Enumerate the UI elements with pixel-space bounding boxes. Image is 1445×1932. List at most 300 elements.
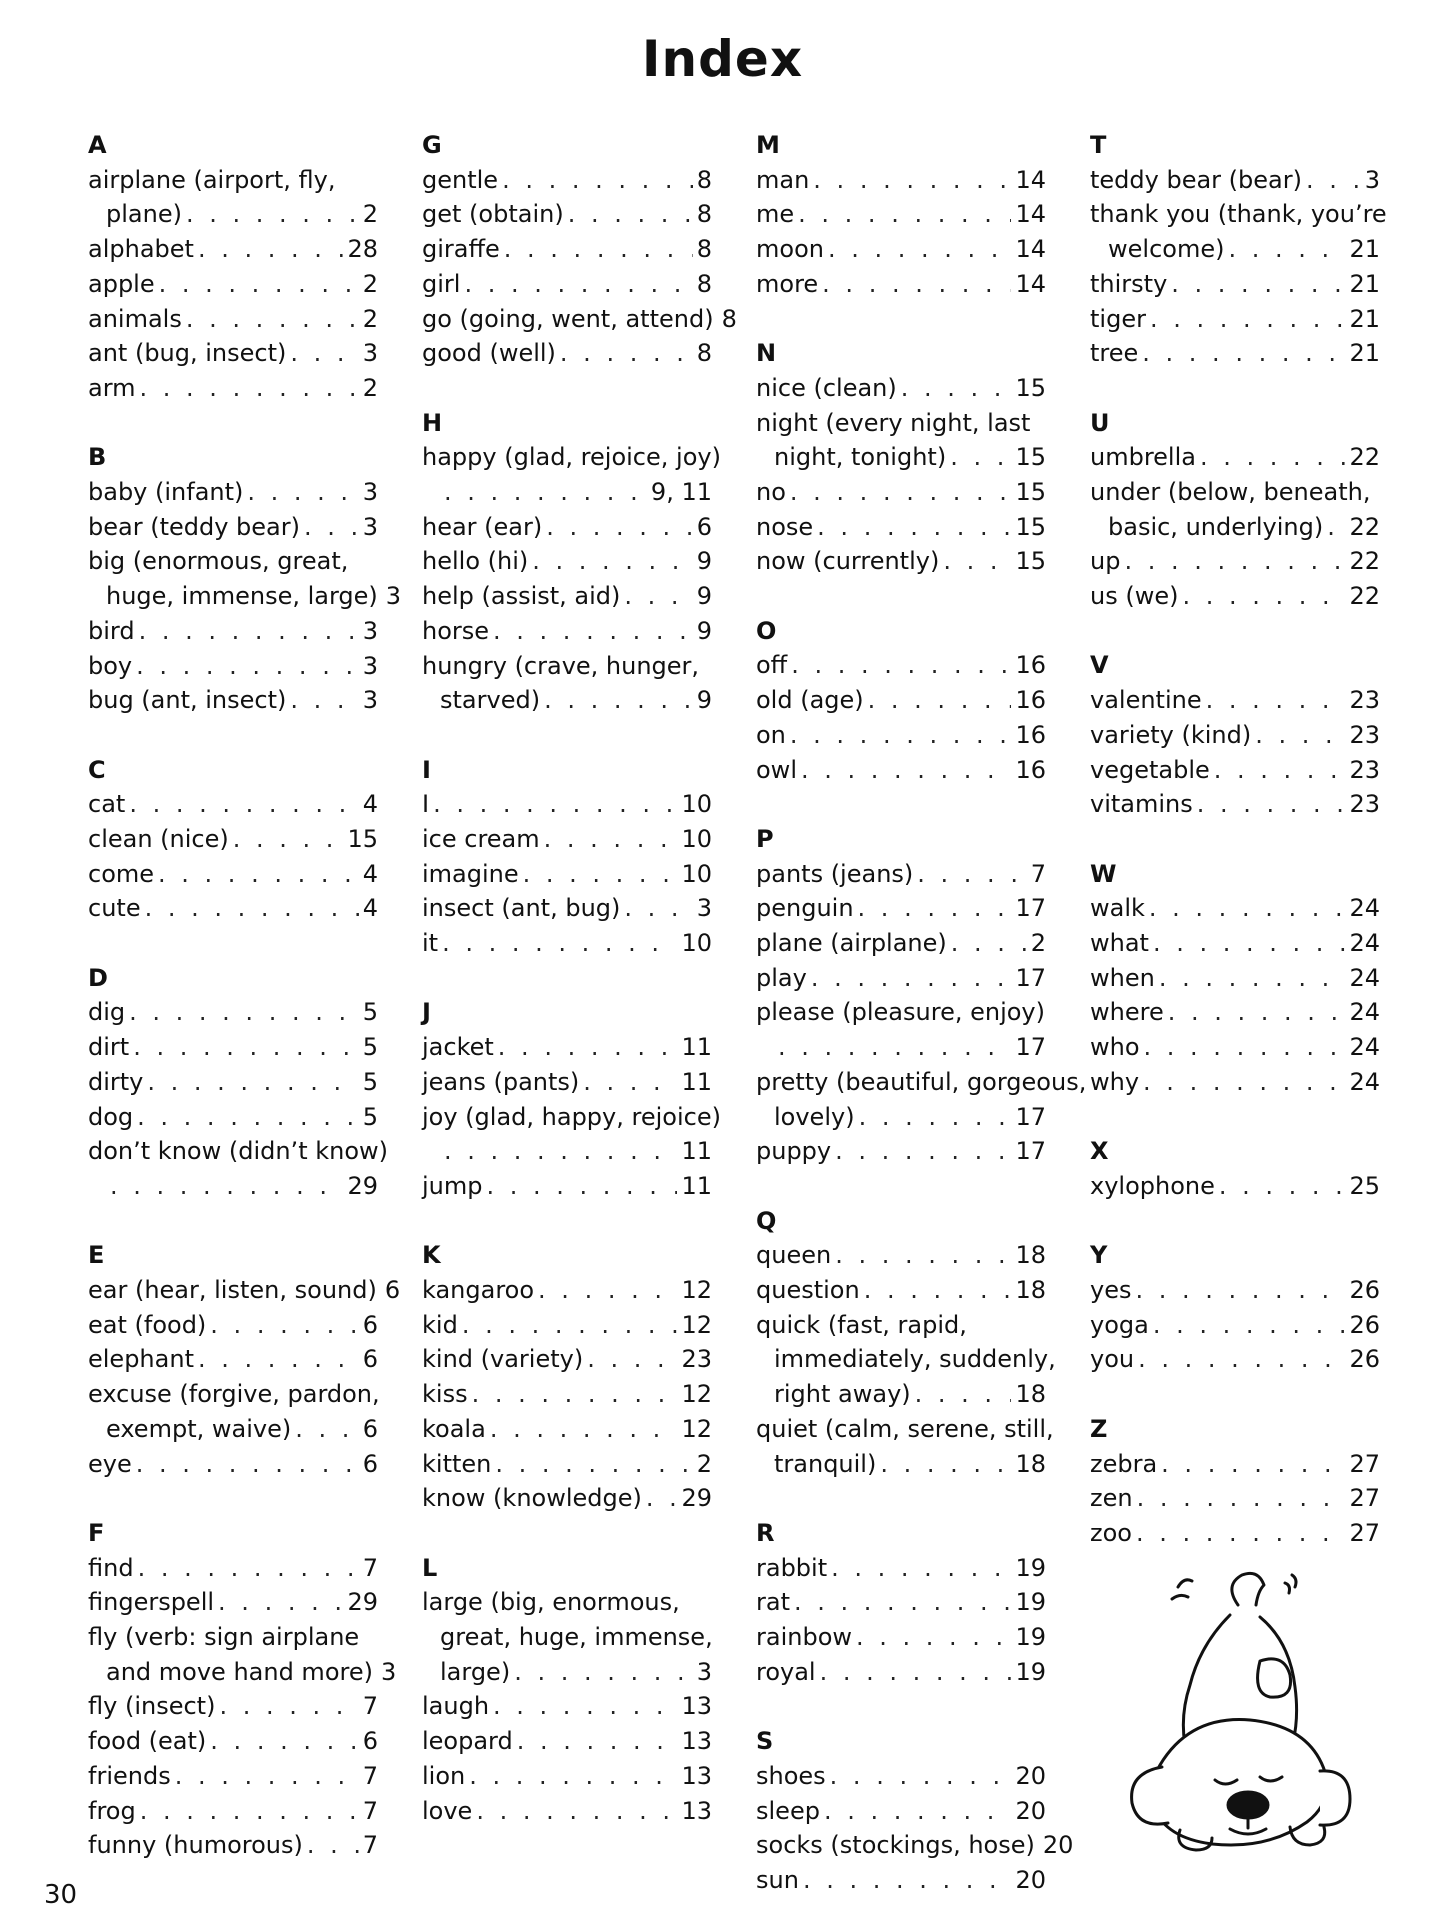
entry-page: 8 <box>696 339 712 368</box>
entry-line <box>422 1620 712 1655</box>
entry-page: 10 <box>681 859 712 888</box>
entry-line <box>756 371 1046 406</box>
dot-leader <box>794 1585 1011 1620</box>
entry-term: zebra <box>1090 1449 1158 1478</box>
entry-page: 6 <box>362 1449 378 1478</box>
index-entry <box>1090 302 1380 337</box>
entry-page: 10 <box>681 824 712 853</box>
index-entry <box>422 926 712 961</box>
entry-term: girl <box>422 269 461 298</box>
dot-leader <box>444 475 647 510</box>
entry-page: 23 <box>681 1345 712 1374</box>
index-entry <box>756 1759 1046 1794</box>
index-entry <box>756 753 1046 788</box>
entry-line <box>422 1655 712 1690</box>
entry-term: happy (glad, rejoice, joy) <box>422 443 721 472</box>
entry-term: good (well) <box>422 339 556 368</box>
entry-page: 13 <box>681 1727 712 1756</box>
entry-line <box>756 1551 1046 1586</box>
entry-term: hello (hi) <box>422 547 529 576</box>
entry-line <box>88 1828 378 1863</box>
entry-term: nose <box>756 512 814 541</box>
entry-line <box>756 1863 1046 1898</box>
index-entry <box>1090 718 1380 753</box>
index-column-2 <box>422 128 737 1863</box>
entry-term: plane) <box>106 200 182 229</box>
index-section <box>88 753 378 927</box>
entry-page: 13 <box>681 1692 712 1721</box>
index-entry <box>88 787 378 822</box>
section-letter: Z <box>1090 1414 1108 1443</box>
entry-line <box>756 475 1046 510</box>
index-entry <box>422 579 712 614</box>
dot-leader <box>158 857 359 892</box>
dot-leader <box>801 753 1011 788</box>
entry-term: clean (nice) <box>88 824 229 853</box>
entry-line <box>422 1689 712 1724</box>
entry-page: 7 <box>362 1761 378 1790</box>
entry-line <box>1090 718 1380 753</box>
dot-leader <box>295 1412 359 1447</box>
entry-term: quiet (calm, serene, still, <box>756 1414 1054 1443</box>
entry-line <box>1090 510 1380 545</box>
index-section <box>88 1516 397 1863</box>
entry-term: under (below, beneath, <box>1090 477 1371 506</box>
section-letter: T <box>1090 131 1107 159</box>
entry-page: 27 <box>1349 1449 1380 1478</box>
index-entry <box>756 891 1046 926</box>
dot-leader <box>469 1759 677 1794</box>
entry-page: 18 <box>1015 1276 1046 1305</box>
index-entry <box>88 683 378 718</box>
dot-leader <box>145 891 359 926</box>
entry-line <box>422 440 721 475</box>
entry-page: 5 <box>362 1033 378 1062</box>
index-section <box>756 1724 1074 1898</box>
index-entry <box>756 163 1046 198</box>
entry-term: hungry (crave, hunger, <box>422 651 700 680</box>
entry-line <box>422 1030 712 1065</box>
index-section <box>1090 128 1387 371</box>
dot-leader <box>218 1585 343 1620</box>
entry-line <box>88 336 378 371</box>
entry-term: now (currently) <box>756 547 940 576</box>
entry-term: no <box>756 477 786 506</box>
index-section <box>1090 648 1380 822</box>
index-entry <box>88 1551 378 1586</box>
entry-line <box>422 267 712 302</box>
entry-term: kiss <box>422 1380 468 1409</box>
index-entry <box>422 1447 712 1482</box>
section-letter: P <box>756 824 774 853</box>
entry-term: yoga <box>1090 1310 1149 1339</box>
entry-line <box>422 544 712 579</box>
index-entry <box>756 1794 1046 1829</box>
entry-line <box>422 1759 712 1794</box>
entry-line <box>756 544 1046 579</box>
entry-line <box>756 891 1046 926</box>
entry-page: 21 <box>1349 269 1380 298</box>
entry-line <box>756 1759 1046 1794</box>
entry-page: 3 <box>696 894 712 923</box>
entry-page: 15 <box>347 824 378 853</box>
dot-leader <box>831 1551 1011 1586</box>
index-entry <box>1090 753 1380 788</box>
entry-term: plane (airplane) <box>756 929 947 958</box>
entry-line <box>88 683 378 718</box>
entry-line <box>422 232 712 267</box>
dot-leader <box>817 510 1011 545</box>
dot-leader <box>880 1447 1011 1482</box>
entry-term: dig <box>88 998 126 1027</box>
dot-leader <box>502 163 693 198</box>
index-entry <box>756 1828 1074 1863</box>
section-letter: B <box>88 443 107 472</box>
entry-page: 3 <box>362 512 378 541</box>
index-entry <box>756 406 1046 475</box>
entry-page: 3 <box>362 686 378 715</box>
entry-page: 5 <box>362 998 378 1027</box>
index-entry <box>422 1342 712 1377</box>
entry-term: off <box>756 651 788 680</box>
dot-leader <box>790 475 1012 510</box>
entry-line <box>1090 1447 1380 1482</box>
entry-line <box>422 1134 712 1169</box>
entry-term: arm <box>88 373 136 402</box>
entry-line <box>1090 1273 1380 1308</box>
dot-leader <box>778 1030 1011 1065</box>
entry-line <box>756 267 1046 302</box>
index-entry <box>422 302 737 337</box>
dot-leader <box>1182 579 1345 614</box>
dot-leader <box>1150 302 1346 337</box>
entry-page: 3 <box>362 339 378 368</box>
index-entry <box>422 822 712 857</box>
index-column-3 <box>756 128 1087 1932</box>
entry-line <box>1090 1169 1380 1204</box>
entry-line <box>422 1412 712 1447</box>
entry-term: variety (kind) <box>1090 720 1252 749</box>
dot-leader <box>1171 267 1345 302</box>
dot-leader <box>490 1412 678 1447</box>
entry-page: 26 <box>1349 1345 1380 1374</box>
entry-line <box>756 1412 1054 1447</box>
entry-line <box>422 579 712 614</box>
entry-line <box>756 163 1046 198</box>
dot-leader <box>139 614 359 649</box>
entry-term: sleep <box>756 1796 820 1825</box>
entry-line <box>756 718 1046 753</box>
entry-line <box>88 302 378 337</box>
index-section <box>1090 1412 1380 1551</box>
entry-line <box>1090 926 1380 961</box>
entry-line <box>1090 440 1380 475</box>
index-entry <box>422 614 712 649</box>
entry-line <box>88 1655 397 1690</box>
entry-line <box>422 163 712 198</box>
entry-line <box>88 891 378 926</box>
entry-term: socks (stockings, hose) <box>756 1831 1035 1860</box>
entry-line <box>88 1447 378 1482</box>
entry-page: 3 <box>380 1657 397 1686</box>
entry-page: 7 <box>362 1692 378 1721</box>
entry-line <box>756 1655 1046 1690</box>
entry-term: gentle <box>422 165 499 194</box>
entry-term: dog <box>88 1102 134 1131</box>
entry-line <box>1090 1308 1380 1343</box>
index-entry <box>1090 1516 1380 1551</box>
entry-term: tranquil) <box>774 1449 877 1478</box>
dot-leader <box>1327 510 1345 545</box>
entry-page: 26 <box>1349 1276 1380 1305</box>
index-entry <box>756 1238 1046 1273</box>
index-entry <box>422 857 712 892</box>
entry-term: kitten <box>422 1449 492 1478</box>
section-letter: O <box>756 616 777 645</box>
dot-leader <box>538 1273 677 1308</box>
entry-term: you <box>1090 1345 1135 1374</box>
entry-term: eat (food) <box>88 1310 207 1339</box>
dot-leader <box>290 336 358 371</box>
entry-term: ant (bug, insect) <box>88 339 287 368</box>
entry-line <box>1090 1065 1380 1100</box>
entry-line <box>88 475 378 510</box>
dot-leader <box>493 1689 677 1724</box>
entry-page: 20 <box>1015 1865 1046 1894</box>
entry-line <box>88 1030 378 1065</box>
entry-term: quick (fast, rapid, <box>756 1310 967 1339</box>
dot-leader <box>159 267 359 302</box>
entry-term: giraffe <box>422 235 500 264</box>
entry-line <box>422 336 712 371</box>
entry-term: tiger <box>1090 304 1146 333</box>
entry-line <box>756 510 1046 545</box>
index-entry <box>1090 961 1380 996</box>
section-letter: E <box>88 1241 105 1270</box>
entry-line <box>1090 163 1380 198</box>
entry-page: 13 <box>681 1761 712 1790</box>
entry-line <box>1090 1481 1380 1516</box>
entry-page: 9 <box>696 616 712 645</box>
index-section <box>88 128 378 406</box>
entry-line <box>1090 302 1380 337</box>
section-letter: A <box>88 131 107 159</box>
index-entry <box>88 371 378 406</box>
index-entry <box>1090 336 1380 371</box>
index-section <box>756 1516 1046 1690</box>
entry-term: pretty (beautiful, gorgeous, <box>756 1067 1087 1096</box>
dot-leader <box>1144 1030 1346 1065</box>
entry-page: 20 <box>1042 1831 1074 1860</box>
section-letter: L <box>422 1553 438 1582</box>
entry-page: 21 <box>1349 304 1380 333</box>
entry-page: 14 <box>1015 200 1046 229</box>
index-entry <box>422 649 712 718</box>
index-entry <box>422 1481 712 1516</box>
entry-page: 25 <box>1349 1171 1380 1200</box>
index-section <box>422 995 721 1203</box>
entry-line <box>88 995 378 1030</box>
dot-leader <box>1149 891 1346 926</box>
entry-line <box>88 1342 378 1377</box>
dot-leader <box>1206 683 1346 718</box>
dot-leader <box>864 1273 1012 1308</box>
dot-leader <box>868 683 1012 718</box>
dot-leader <box>835 1134 1011 1169</box>
index-entry <box>422 1377 712 1412</box>
entry-page: 8 <box>721 304 737 333</box>
entry-term: valentine <box>1090 686 1202 715</box>
index-entry <box>88 163 378 232</box>
index-entry <box>1090 163 1380 198</box>
section-letter: R <box>756 1518 775 1547</box>
entry-page: 27 <box>1349 1518 1380 1547</box>
entry-term: boy <box>88 651 133 680</box>
index-column-4 <box>1090 128 1387 1585</box>
entry-term: man <box>756 165 810 194</box>
index-entry <box>422 1794 712 1829</box>
entry-line <box>422 302 737 337</box>
entry-term: go (going, went, attend) <box>422 304 714 333</box>
index-entry <box>422 1100 721 1169</box>
index-entry <box>756 1620 1046 1655</box>
entry-line <box>1090 753 1380 788</box>
entry-page: 14 <box>1015 269 1046 298</box>
entry-line <box>88 614 378 649</box>
entry-page: 11 <box>681 1171 712 1200</box>
entry-line <box>756 683 1046 718</box>
dot-leader <box>1255 718 1345 753</box>
entry-line <box>422 1100 721 1135</box>
entry-line <box>756 1238 1046 1273</box>
dot-leader <box>560 336 693 371</box>
index-entry <box>422 544 712 579</box>
index-entry <box>422 336 712 371</box>
entry-term: dirty <box>88 1067 144 1096</box>
entry-line <box>756 1828 1074 1863</box>
entry-page: 21 <box>1349 339 1380 368</box>
entry-term: bug (ant, insect) <box>88 686 287 715</box>
index-entry <box>88 1100 378 1135</box>
entry-line <box>756 1585 1046 1620</box>
index-entry <box>422 1065 712 1100</box>
index-entry <box>88 302 378 337</box>
index-entry <box>88 995 378 1030</box>
index-entry <box>756 648 1046 683</box>
entry-term: help (assist, aid) <box>422 582 621 611</box>
entry-page: 13 <box>681 1796 712 1825</box>
entry-term: alphabet <box>88 235 194 264</box>
entry-page: 12 <box>681 1276 712 1305</box>
entry-page: 20 <box>1015 1796 1046 1825</box>
entry-term: xylophone <box>1090 1171 1215 1200</box>
entry-term: it <box>422 929 439 958</box>
entry-term: question <box>756 1276 860 1305</box>
entry-line <box>422 197 712 232</box>
page-title: Index <box>641 30 804 88</box>
index-entry <box>756 961 1046 996</box>
section-letter: S <box>756 1727 774 1756</box>
section-letter: I <box>422 755 431 784</box>
entry-line <box>88 1065 378 1100</box>
entry-term: please (pleasure, enjoy) <box>756 998 1045 1027</box>
entry-term: zen <box>1090 1484 1133 1513</box>
index-entry <box>1090 1169 1380 1204</box>
entry-line <box>1090 579 1380 614</box>
dot-leader <box>1159 961 1346 996</box>
entry-line <box>422 1342 712 1377</box>
dot-leader <box>1197 787 1346 822</box>
section-letter: G <box>422 131 442 159</box>
index-entry <box>1090 1065 1380 1100</box>
entry-term: who <box>1090 1033 1140 1062</box>
index-entry <box>88 475 378 510</box>
section-letter: H <box>422 408 443 437</box>
entry-line <box>88 1759 378 1794</box>
entry-page: 27 <box>1349 1484 1380 1513</box>
entry-line <box>88 197 378 232</box>
entry-term: excuse (forgive, pardon, <box>88 1380 380 1409</box>
entry-term: basic, underlying) <box>1108 512 1324 541</box>
index-section <box>756 336 1046 579</box>
index-section <box>422 128 737 371</box>
entry-page: 16 <box>1015 755 1046 784</box>
dot-leader <box>1135 1273 1345 1308</box>
index-section <box>1090 857 1380 1100</box>
entry-page: 24 <box>1349 998 1380 1027</box>
entry-term: frog <box>88 1796 136 1825</box>
entry-term: zoo <box>1090 1518 1132 1547</box>
entry-term: what <box>1090 929 1149 958</box>
index-entry <box>422 1759 712 1794</box>
dot-leader <box>462 1308 678 1343</box>
index-section <box>756 614 1046 788</box>
entry-term: animals <box>88 304 182 333</box>
dot-leader <box>136 1447 359 1482</box>
entry-page: 29 <box>681 1484 712 1513</box>
index-entry <box>88 510 378 545</box>
index-entry <box>88 1447 378 1482</box>
entry-term: royal <box>756 1657 816 1686</box>
index-entry <box>88 544 402 613</box>
entry-line <box>422 614 712 649</box>
entry-page: 18 <box>1015 1449 1046 1478</box>
entry-term: know (knowledge) <box>422 1484 642 1513</box>
entry-page: 26 <box>1349 1310 1380 1339</box>
dot-leader <box>1136 1516 1345 1551</box>
index-entry <box>756 857 1046 892</box>
entry-line <box>756 961 1046 996</box>
dot-leader <box>1143 1065 1345 1100</box>
entry-line <box>1090 197 1387 232</box>
entry-line <box>422 1585 712 1620</box>
entry-line <box>422 1065 712 1100</box>
index-entry <box>422 787 712 822</box>
entry-line <box>756 406 1046 441</box>
dot-leader <box>1153 1308 1346 1343</box>
section-letter: Y <box>1090 1241 1108 1270</box>
index-section <box>422 1238 712 1516</box>
dot-leader <box>858 891 1012 926</box>
index-section <box>756 822 1087 1169</box>
entry-page: 8 <box>696 200 712 229</box>
dot-leader <box>1142 336 1345 371</box>
dot-leader <box>186 197 359 232</box>
index-entry <box>756 1863 1046 1898</box>
entry-term: cat <box>88 790 126 819</box>
entry-page: 4 <box>362 790 378 819</box>
entry-line <box>88 1377 378 1412</box>
